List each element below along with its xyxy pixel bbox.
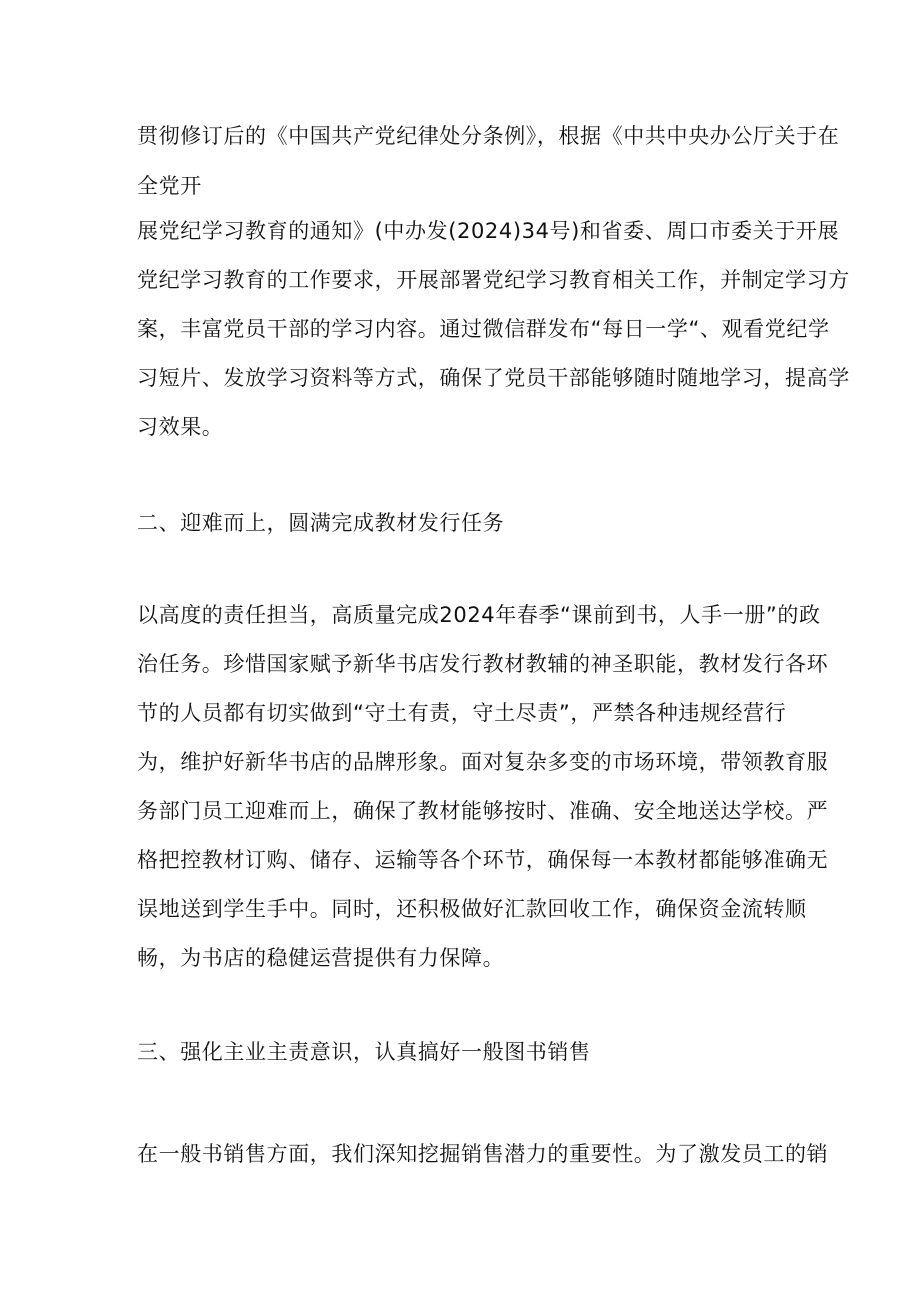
paragraph-2-line-4: 为，维护好新华书店的品牌形象。面对复杂多变的市场环境，带领教育服 [137,750,829,774]
paragraph-1-line-5: 案，丰富党员干部的学习内容。通过微信群发布“每日一学“、观看党纪学 [137,317,830,341]
paragraph-1-line-6: 习短片、发放学习资料等方式，确保了党员干部能够随时随地学习，提高学 [137,366,850,390]
paragraph-2-line-8: 畅，为书店的稳健运营提供有力保障。 [137,946,505,970]
paragraph-1-line-7: 习效果。 [137,415,224,439]
paragraph-3-line-1: 在一般书销售方面，我们深知挖掘销售潜力的重要性。为了激发员工的销 [137,1142,829,1166]
paragraph-2-line-5: 务部门员工迎难而上，确保了教材能够按时、准确、安全地送达学校。严 [137,799,829,823]
paragraph-2-line-3: 节的人员都有切实做到“守土有责，守土尽责”，严禁各种违规经营行 [137,701,787,725]
paragraph-1-line-3: 展党纪学习教育的通知》(中办发(2024)34号)和省委、周口市委关于开展 [137,219,840,243]
paragraph-1-line-2: 全党开 [137,174,202,198]
paragraph-2-line-1: 以高度的责任担当，高质量完成2024年春季“课前到书，人手一册”的政 [137,603,821,627]
paragraph-1-line-1: 贯彻修订后的《中国共产党纪律处分条例》，根据《中共中央办公厅关于在 [137,124,840,148]
section-heading-2: 二、迎难而上，圆满完成教材发行任务 [137,511,505,535]
paragraph-2-line-2: 治任务。珍惜国家赋予新华书店发行教材教辅的神圣职能，教材发行各环 [137,652,829,676]
paragraph-2-line-7: 误地送到学生手中。同时，还积极做好汇款回收工作，确保资金流转顺 [137,897,807,921]
paragraph-1-line-4: 党纪学习教育的工作要求，开展部署党纪学习教育相关工作，并制定学习方 [137,268,850,292]
paragraph-2-line-6: 格把控教材订购、储存、运输等各个环节，确保每一本教材都能够准确无 [137,848,829,872]
section-heading-3: 三、强化主业主责意识，认真搞好一般图书销售 [137,1040,591,1064]
